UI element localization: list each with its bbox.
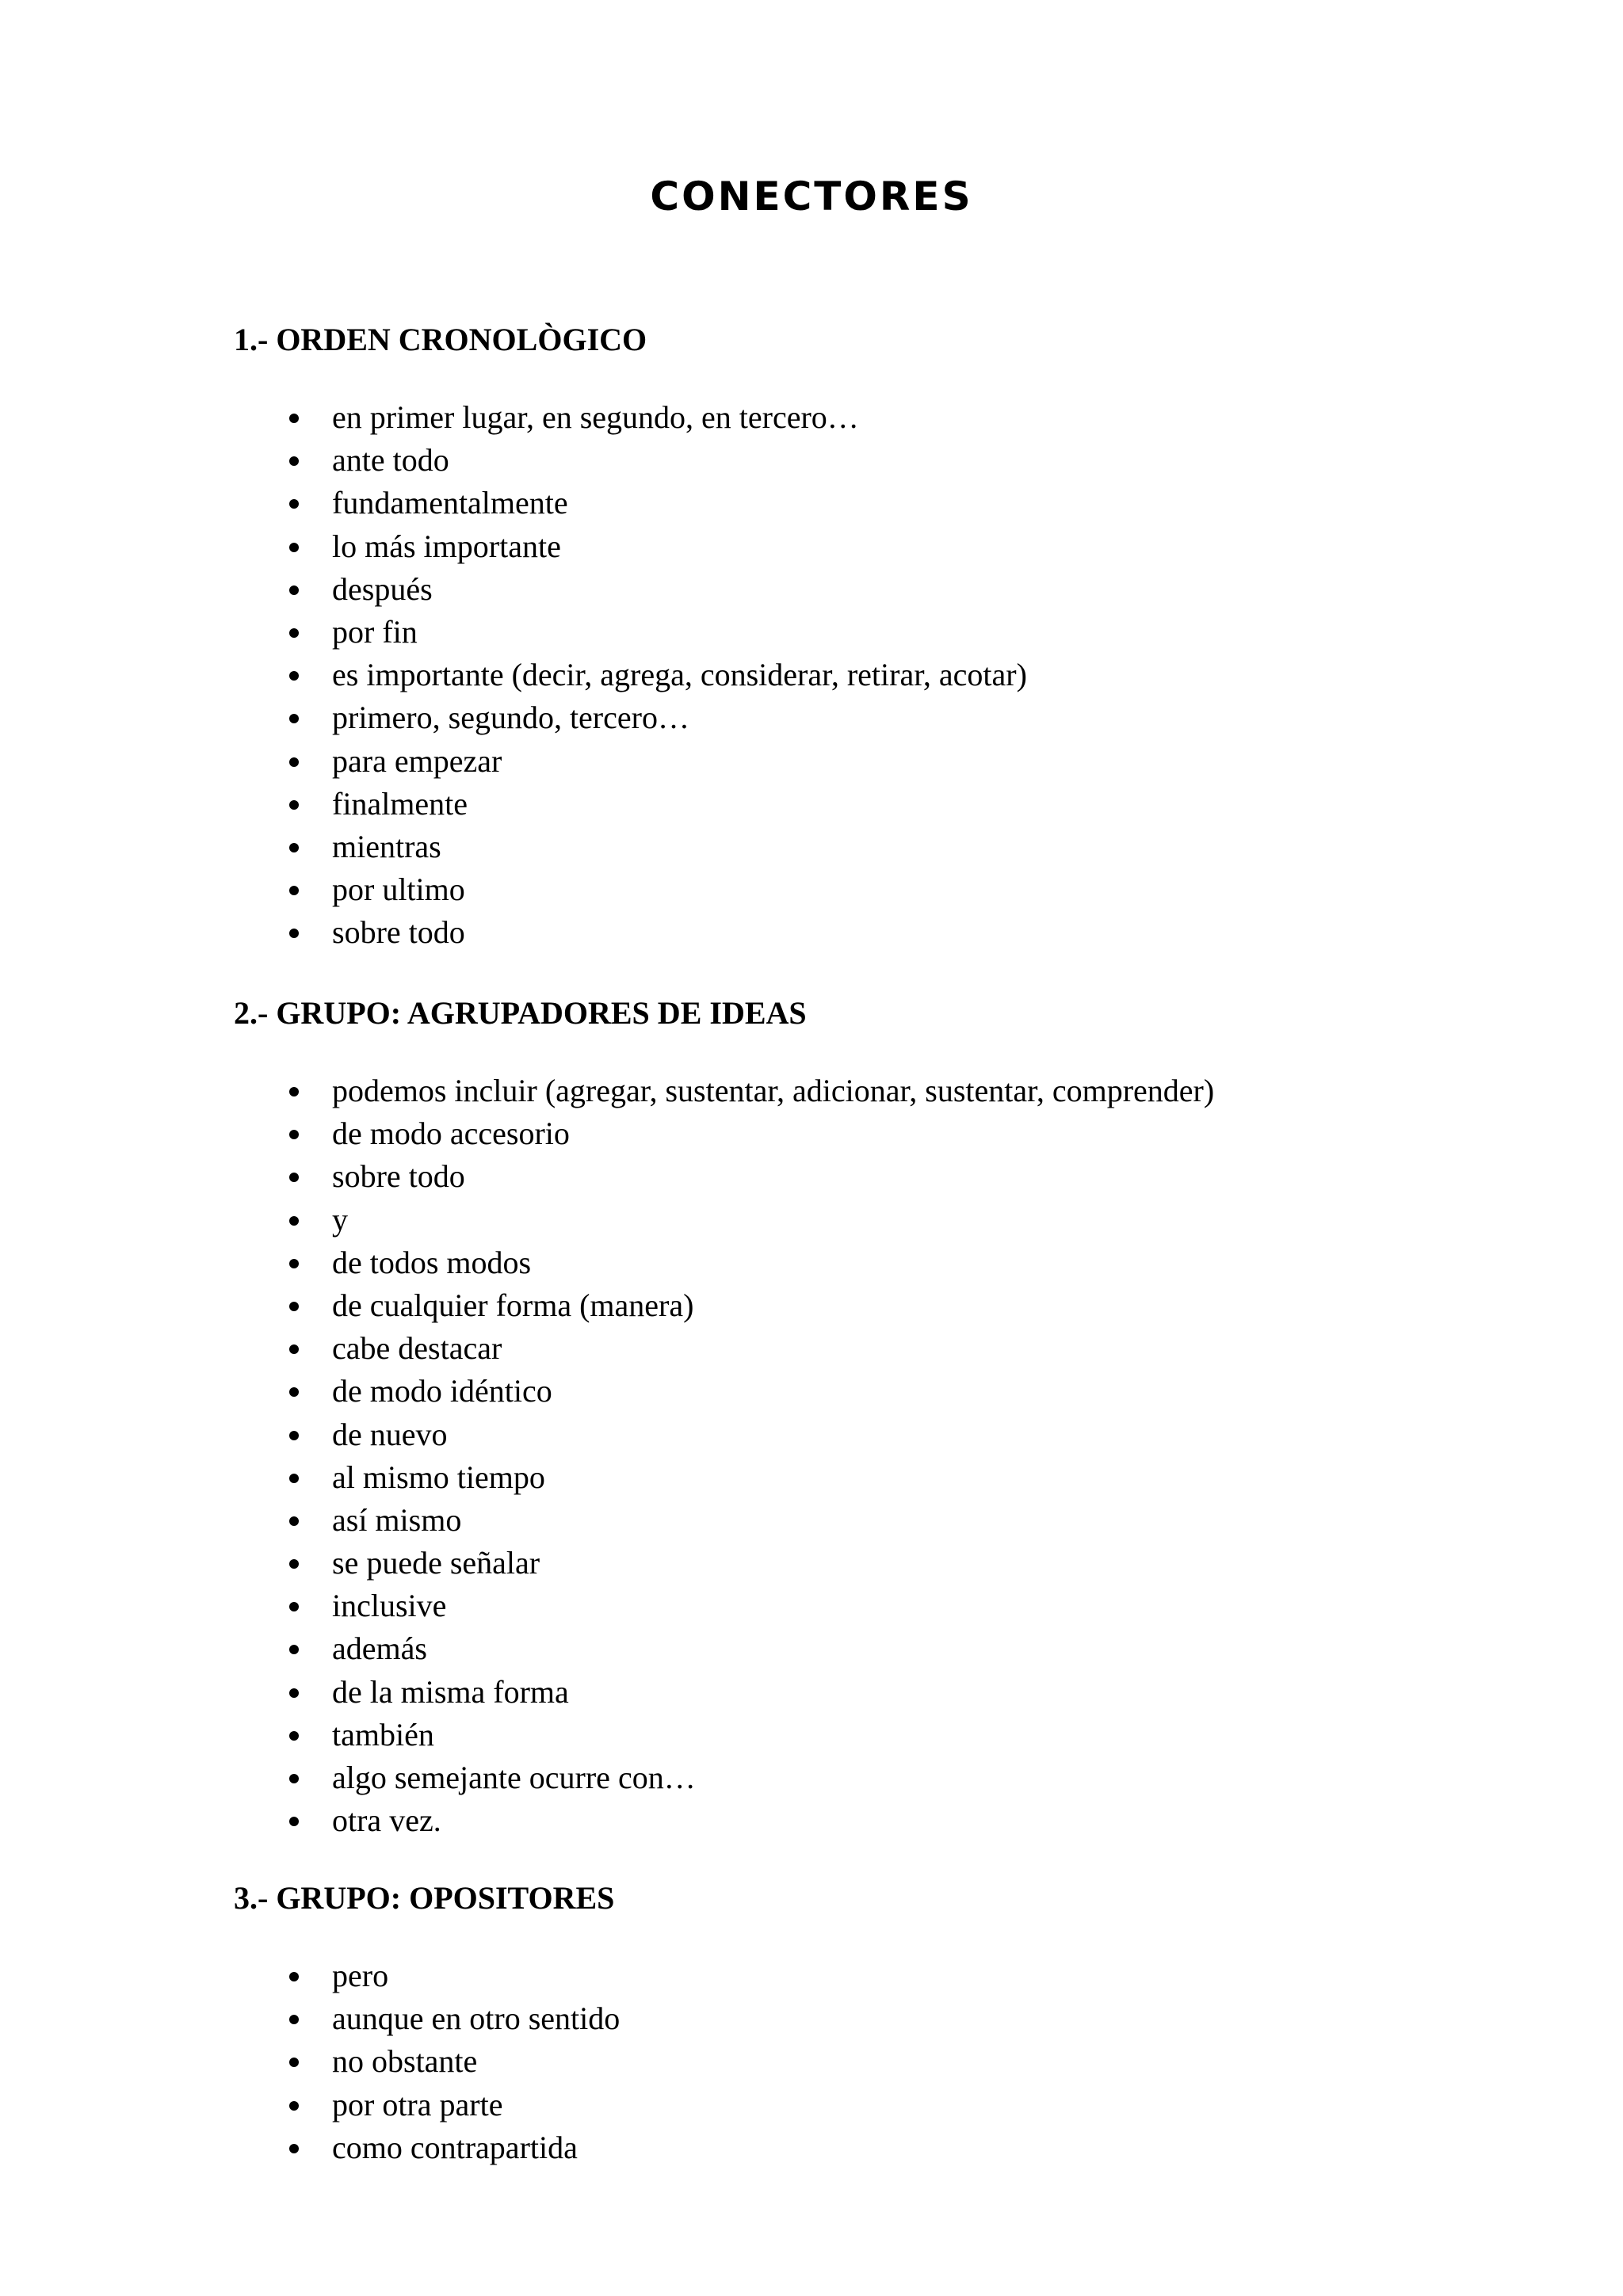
section-orden-cronologico: 1.- ORDEN CRONOLÒGICO en primer lugar, en segundo, en tercero… ante todo fundamentalmente lo más importante después por fin es importante (decir, agrega, considerar, retirar, acotar) primero, segundo, tercero… para empezar finalmente mientras por ultimo sobre todo — [234, 318, 1423, 361]
bullet-icon — [289, 1087, 299, 1097]
bullet-icon — [289, 543, 299, 552]
section-heading: 2.- GRUPO: AGRUPADORES DE IDEAS — [234, 995, 807, 1031]
bullet-icon — [289, 414, 299, 423]
bullet-icon — [289, 1344, 299, 1354]
bullet-icon — [289, 2015, 299, 2024]
bullet-icon — [289, 1602, 299, 1611]
bullet-icon — [289, 886, 299, 895]
bullet-icon — [289, 1216, 299, 1226]
document-title: CONECTORES — [650, 174, 973, 219]
bullet-icon — [289, 1516, 299, 1526]
bullet-icon — [289, 714, 299, 723]
bullet-icon — [289, 671, 299, 681]
bullet-icon — [289, 1173, 299, 1182]
bullet-icon — [289, 456, 299, 466]
bullet-icon — [289, 1774, 299, 1783]
bullet-icon — [289, 843, 299, 852]
bullet-icon — [289, 929, 299, 938]
bullet-icon — [289, 1972, 299, 1981]
section-heading: 1.- ORDEN CRONOLÒGICO — [234, 322, 647, 357]
bullet-icon — [289, 1731, 299, 1741]
bullet-icon — [289, 1688, 299, 1698]
bullet-icon — [289, 1645, 299, 1654]
bullet-icon — [289, 2058, 299, 2067]
bullet-icon — [289, 1431, 299, 1440]
bullet-icon — [289, 1387, 299, 1397]
section-opositores: 3.- GRUPO: OPOSITORES pero aunque en otro sentido no obstante por otra parte como contrapartida — [234, 1877, 1423, 1920]
bullet-icon — [289, 757, 299, 767]
bullet-icon — [289, 2144, 299, 2153]
bullet-icon — [289, 1302, 299, 1311]
section-heading: 3.- GRUPO: OPOSITORES — [234, 1880, 615, 1916]
bullet-icon — [289, 585, 299, 595]
bullet-icon — [289, 2101, 299, 2111]
bullet-icon — [289, 800, 299, 810]
bullet-icon — [289, 1817, 299, 1826]
bullet-icon — [289, 1559, 299, 1569]
section-agrupadores-de-ideas: 2.- GRUPO: AGRUPADORES DE IDEAS podemos incluir (agregar, sustentar, adicionar, sustentar, comprender) de modo accesorio sobre todo y de todos modos de cualquier forma (manera) cabe destacar de modo idéntico de nuevo al mismo tiempo así mismo se puede señalar inclusive además de la misma forma también algo semejante ocurre con… otra vez. — [234, 992, 1423, 1035]
bullet-icon — [289, 1259, 299, 1268]
bullet-icon — [289, 1130, 299, 1139]
bullet-icon — [289, 628, 299, 638]
bullet-icon — [289, 499, 299, 509]
bullet-icon — [289, 1474, 299, 1483]
